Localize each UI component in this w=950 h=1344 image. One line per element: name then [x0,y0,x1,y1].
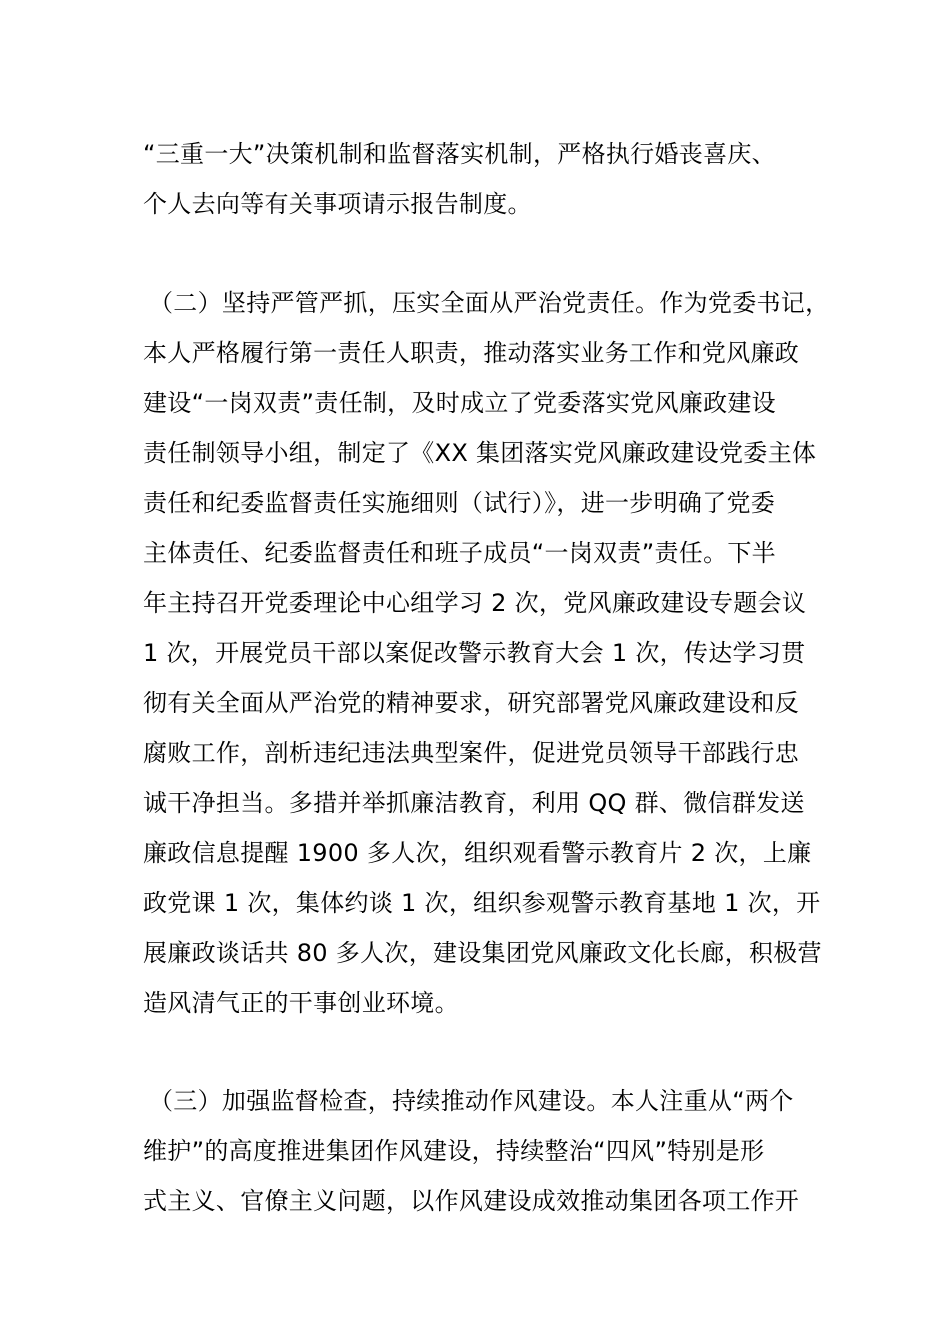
text-line: 腐败工作，剖析违纪违法典型案件，促进党员领导干部践行忠 [143,739,800,767]
text-line: （三）加强监督检查，持续推动作风建设。本人注重从“两个 [149,1087,794,1115]
text-line: 诚干净担当。多措并举抓廉洁教育，利用 QQ 群、微信群发送 [143,789,805,817]
text-line: 主体责任、纪委监督责任和班子成员“一岗双责”责任。下半 [143,539,776,567]
text-line: 责任制领导小组，制定了《XX 集团落实党风廉政建设党委主体 [143,439,817,467]
text-line: 年主持召开党委理论中心组学习 2 次，党风廉政建设专题会议 [143,589,807,617]
text-line: 式主义、官僚主义问题，以作风建设成效推动集团各项工作开 [143,1187,800,1215]
paragraph-3 [143,1076,811,1226]
text-line: 彻有关全面从严治党的精神要求，研究部署党风廉政建设和反 [143,689,800,717]
text-line: 建设“一岗双责”责任制，及时成立了党委落实党风廉政建设 [143,389,776,417]
text-line: 政党课 1 次，集体约谈 1 次，组织参观警示教育基地 1 次，开 [143,889,821,917]
paragraph-1 [143,129,811,229]
text-line: 维护”的高度推进集团作风建设，持续整治“四风”特别是形 [143,1137,765,1165]
paragraph-2 [143,278,830,1028]
text-line: 廉政信息提醒 1900 多人次，组织观看警示教育片 2 次，上廉 [143,839,812,867]
text-line: “三重一大”决策机制和监督落实机制，严格执行婚丧喜庆、 [143,140,776,168]
text-line: 个人去向等有关事项请示报告制度。 [143,190,532,218]
text-line: （二）坚持严管严抓，压实全面从严治党责任。作为党委书记， [149,289,830,317]
text-line: 责任和纪委监督责任实施细则（试行）》，进一步明确了党委 [143,489,776,517]
text-line: 造风清气正的干事创业环境。 [143,989,459,1017]
text-line: 本人严格履行第一责任人职责，推动落实业务工作和党风廉政 [143,339,800,367]
text-line: 1 次，开展党员干部以案促改警示教育大会 1 次，传达学习贯 [143,639,806,667]
text-line: 展廉政谈话共 80 多人次，建设集团党风廉政文化长廊，积极营 [143,939,822,967]
